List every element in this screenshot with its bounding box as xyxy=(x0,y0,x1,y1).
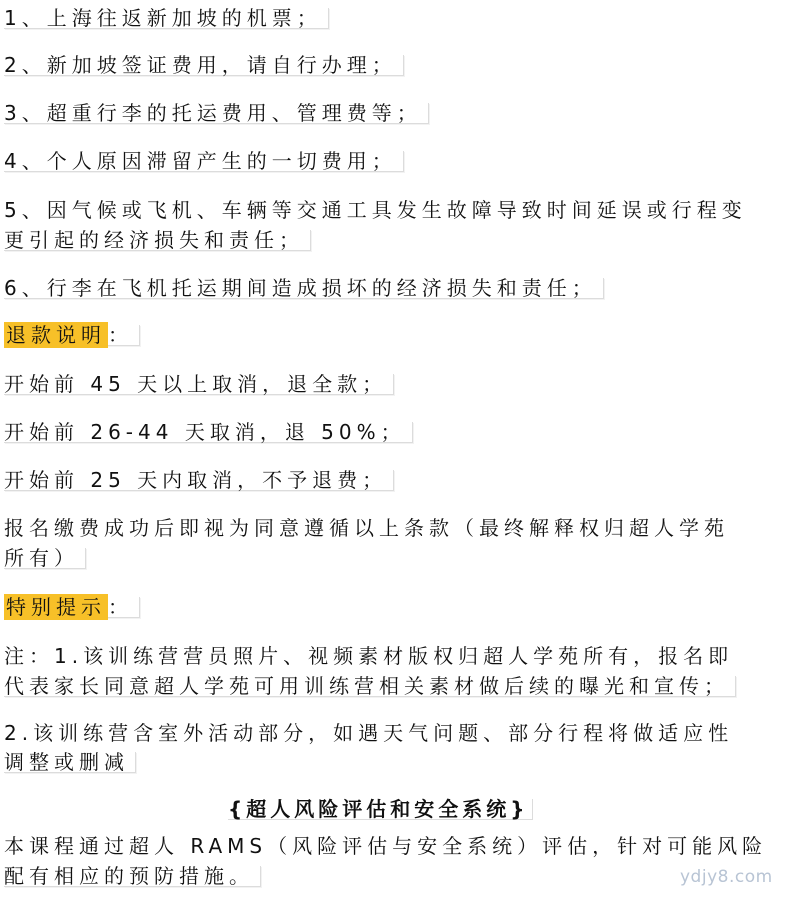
notice-heading-colon: ： xyxy=(108,595,133,619)
notice-note1-line2: 代表家长同意超人学苑可用训练营相关素材做后续的曝光和宣传； xyxy=(4,676,736,697)
refund-rule-2: 开始前 26-44 天取消，退 50%； xyxy=(4,422,413,443)
notice-note2-line2: 调整或删减 xyxy=(4,752,136,773)
refund-heading-label: 退款说明 xyxy=(6,323,106,347)
notice-heading-label: 特别提示 xyxy=(6,595,106,619)
notice-note2-line1: 2.该训练营含室外活动部分，如遇天气问题、部分行程将做适应性 xyxy=(4,721,734,745)
watermark: ydjy8.com xyxy=(680,867,773,887)
safety-title: {超人风险评估和安全系统} xyxy=(228,799,533,820)
notice-heading xyxy=(4,597,140,618)
exclusion-item-3: 3、超重行李的托运费用、管理费等； xyxy=(4,103,429,124)
exclusion-item-5-line1: 5、因气候或飞机、车辆等交通工具发生故障导致时间延误或行程变 xyxy=(4,198,747,222)
agreement-line-2: 所有） xyxy=(4,548,86,569)
exclusion-item-6: 6、行李在飞机托运期间造成损坏的经济损失和责任； xyxy=(4,278,604,299)
safety-line-1: 本课程通过超人 RAMS（风险评估与安全系统）评估，针对可能风险 xyxy=(4,834,768,858)
exclusion-item-5-line2: 更引起的经济损失和责任； xyxy=(4,230,311,251)
exclusion-item-1: 1、上海往返新加坡的机票； xyxy=(4,8,329,29)
exclusion-item-2: 2、新加坡签证费用，请自行办理； xyxy=(4,55,404,76)
refund-rule-3: 开始前 25 天内取消，不予退费； xyxy=(4,470,394,491)
notice-note1-line1: 注：1.该训练营营员照片、视频素材版权归超人学苑所有，报名即 xyxy=(4,644,734,668)
agreement-line-1: 报名缴费成功后即视为同意遵循以上条款（最终解释权归超人学苑 xyxy=(4,516,729,540)
safety-line-2: 配有相应的预防措施。 xyxy=(4,866,261,887)
refund-rule-1: 开始前 45 天以上取消，退全款； xyxy=(4,374,394,395)
exclusion-item-4: 4、个人原因滞留产生的一切费用； xyxy=(4,151,404,172)
refund-heading xyxy=(4,325,140,346)
refund-heading-colon: ： xyxy=(108,323,133,347)
